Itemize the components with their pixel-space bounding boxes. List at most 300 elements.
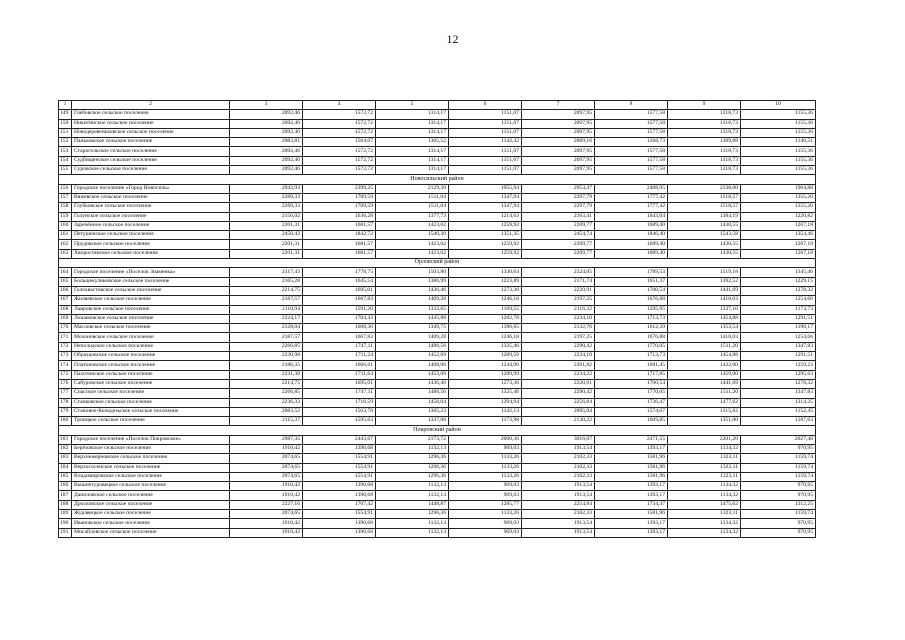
value-cell: 2214,75 xyxy=(230,379,303,388)
row-number-cell: 174 xyxy=(59,361,72,370)
value-cell: 1608,30 xyxy=(303,324,376,333)
value-cell: 3016,07 xyxy=(522,435,595,444)
value-cell: 2201,20 xyxy=(668,435,741,444)
value-cell: 2102,33 xyxy=(522,510,595,519)
value-cell: 1436,46 xyxy=(376,286,449,295)
value-cell: 1259,23 xyxy=(741,361,816,370)
settlement-name-cell: Судбищенское сельское поселение xyxy=(72,156,230,165)
value-cell: 1409,28 xyxy=(376,296,449,305)
table-row xyxy=(59,333,816,342)
value-cell: 1423,02 xyxy=(376,240,449,249)
value-cell: 1151,07 xyxy=(449,147,522,156)
value-cell: 1332,65 xyxy=(376,305,449,314)
value-cell: 2234,22 xyxy=(522,370,595,379)
value-cell: 2097,95 xyxy=(522,119,595,128)
row-number-cell: 164 xyxy=(59,268,72,277)
value-cell: 1318,73 xyxy=(668,156,741,165)
settlement-name-cell: Верхососенское сельское поселение xyxy=(72,463,230,472)
settlement-name-cell: Глебовское сельское поселение xyxy=(72,110,230,119)
value-cell: 1223,89 xyxy=(449,277,522,286)
header-cell: 4 xyxy=(303,101,376,110)
settlement-name-cell: Владимировское сельское поселение xyxy=(72,472,230,481)
value-cell: 2266,85 xyxy=(230,389,303,398)
value-cell: 2187,57 xyxy=(230,296,303,305)
value-cell: 1267,18 xyxy=(741,221,816,230)
table-row xyxy=(59,398,816,407)
value-cell: 1305,52 xyxy=(376,138,449,147)
value-cell: 1713,73 xyxy=(595,352,668,361)
value-cell: 1295,63 xyxy=(741,370,816,379)
value-cell: 2097,95 xyxy=(522,147,595,156)
value-cell: 1695,01 xyxy=(303,286,376,295)
table-row xyxy=(59,379,816,388)
table-row xyxy=(59,203,816,212)
value-cell: 2201,31 xyxy=(230,240,303,249)
table-row xyxy=(59,184,816,193)
value-cell: 1581,96 xyxy=(595,454,668,463)
value-cell: 1695,01 xyxy=(303,379,376,388)
value-cell: 1913,54 xyxy=(522,491,595,500)
table-row xyxy=(59,472,816,481)
value-cell: 1519,18 xyxy=(668,268,741,277)
value-cell: 1151,07 xyxy=(449,110,522,119)
settlement-name-cell: Мисайловское сельское поселение xyxy=(72,528,230,537)
value-cell: 1254,66 xyxy=(741,296,816,305)
value-cell: 2209,77 xyxy=(522,221,595,230)
value-cell: 1133,26 xyxy=(449,454,522,463)
table-row xyxy=(59,231,816,240)
value-cell: 1430,55 xyxy=(668,240,741,249)
value-cell: 1323,11 xyxy=(668,472,741,481)
value-cell: 1572,72 xyxy=(303,119,376,128)
value-cell: 1142,42 xyxy=(449,138,522,147)
value-cell: 1769,59 xyxy=(303,193,376,202)
row-number-cell: 184 xyxy=(59,463,72,472)
value-cell: 1554,91 xyxy=(303,454,376,463)
value-cell: 1572,72 xyxy=(303,156,376,165)
value-cell: 1347,83 xyxy=(741,389,816,398)
value-cell: 970,95 xyxy=(741,491,816,500)
value-cell: 1518,57 xyxy=(668,203,741,212)
value-cell: 1689,40 xyxy=(595,249,668,258)
settlement-name-cell: Паньковское сельское поселение xyxy=(72,138,230,147)
value-cell: 1581,96 xyxy=(595,472,668,481)
value-cell: 969,03 xyxy=(449,491,522,500)
table-row xyxy=(59,324,816,333)
value-cell: 1910,42 xyxy=(230,491,303,500)
value-cell: 1246,18 xyxy=(449,296,522,305)
row-number-cell: 180 xyxy=(59,417,72,426)
value-cell: 1134,32 xyxy=(668,444,741,453)
settlement-name-cell: Городское поселение «Поселок Покровское» xyxy=(72,435,230,444)
value-cell: 2317,43 xyxy=(230,268,303,277)
value-cell: 1296,36 xyxy=(376,454,449,463)
row-number-cell: 162 xyxy=(59,240,72,249)
value-cell: 1423,02 xyxy=(376,221,449,230)
value-cell: 1564,07 xyxy=(303,138,376,147)
value-cell: 1681,57 xyxy=(303,221,376,230)
value-cell: 1155,36 xyxy=(741,128,816,137)
value-cell: 2224,17 xyxy=(230,314,303,323)
table-row xyxy=(59,444,816,453)
value-cell: 1955,94 xyxy=(449,184,522,193)
value-cell: 1323,11 xyxy=(668,463,741,472)
value-cell: 1711,64 xyxy=(303,370,376,379)
row-number-cell: 149 xyxy=(59,110,72,119)
value-cell: 1681,45 xyxy=(595,361,668,370)
value-cell: 1423,02 xyxy=(376,249,449,258)
value-cell: 2289,33 xyxy=(230,193,303,202)
value-cell: 1151,07 xyxy=(449,119,522,128)
value-cell: 1390,68 xyxy=(303,482,376,491)
value-cell: 2186,35 xyxy=(230,361,303,370)
value-cell: 1736,47 xyxy=(595,398,668,407)
value-cell: 1289,59 xyxy=(449,352,522,361)
header-cell: 6 xyxy=(449,101,522,110)
table-row xyxy=(59,454,816,463)
value-cell: 2092,46 xyxy=(230,128,303,137)
value-cell: 1454,88 xyxy=(668,352,741,361)
row-number-cell: 152 xyxy=(59,138,72,147)
value-cell: 1254,66 xyxy=(741,333,816,342)
value-cell: 1132,13 xyxy=(376,444,449,453)
value-cell: 1318,73 xyxy=(668,119,741,128)
settlement-name-cell: Городское поселение «Поселок Знаменка» xyxy=(72,268,230,277)
value-cell: 1315,82 xyxy=(668,407,741,416)
value-cell: 1595,95 xyxy=(595,305,668,314)
value-cell: 1314,17 xyxy=(376,128,449,137)
value-cell: 969,03 xyxy=(449,444,522,453)
value-cell: 1910,42 xyxy=(230,528,303,537)
value-cell: 1441,69 xyxy=(668,286,741,295)
value-cell: 2230,98 xyxy=(230,352,303,361)
table-row xyxy=(59,482,816,491)
value-cell: 1273,36 xyxy=(449,379,522,388)
value-cell: 1568,73 xyxy=(595,138,668,147)
value-cell: 2171,74 xyxy=(522,277,595,286)
value-cell: 1155,36 xyxy=(741,119,816,128)
value-cell: 1454,88 xyxy=(668,314,741,323)
section-title: Покровский район xyxy=(59,426,816,435)
value-cell: 1152,45 xyxy=(741,407,816,416)
row-number-cell: 176 xyxy=(59,379,72,388)
value-cell: 1612,39 xyxy=(595,324,668,333)
value-cell: 1390,68 xyxy=(303,519,376,528)
value-cell: 1666,61 xyxy=(303,361,376,370)
value-cell: 1296,36 xyxy=(376,472,449,481)
value-cell: 1408,06 xyxy=(376,361,449,370)
value-cell: 1689,40 xyxy=(595,240,668,249)
value-cell: 1540,30 xyxy=(376,231,449,240)
settlement-name-cell: Пахотинское сельское поселение xyxy=(72,370,230,379)
value-cell: 1581,96 xyxy=(595,463,668,472)
table-row xyxy=(59,296,816,305)
value-cell: 1747,11 xyxy=(303,389,376,398)
value-cell: 1345,46 xyxy=(741,268,816,277)
value-cell: 1278,32 xyxy=(741,379,816,388)
value-cell: 1574,67 xyxy=(595,407,668,416)
value-cell: 1577,58 xyxy=(595,147,668,156)
table-row xyxy=(59,119,816,128)
value-cell: 1142,13 xyxy=(449,407,522,416)
settlement-name-cell: Петушенское сельское поселение xyxy=(72,231,230,240)
value-cell: 1591,20 xyxy=(303,305,376,314)
value-cell: 1259,92 xyxy=(449,221,522,230)
value-cell: 2220,91 xyxy=(522,286,595,295)
value-cell: 1312,25 xyxy=(741,500,816,509)
row-number-cell: 173 xyxy=(59,352,72,361)
value-cell: 1554,91 xyxy=(303,472,376,481)
value-cell: 1777,42 xyxy=(595,193,668,202)
value-cell: 2953,47 xyxy=(522,184,595,193)
settlement-name-cell: Журавецкое сельское поселение xyxy=(72,510,230,519)
settlement-name-cell: Ивановское сельское поселение xyxy=(72,519,230,528)
value-cell: 1155,36 xyxy=(741,110,816,119)
value-cell: 2115,37 xyxy=(230,417,303,426)
value-cell: 970,95 xyxy=(741,528,816,537)
value-cell: 2083,52 xyxy=(230,407,303,416)
row-number-cell: 156 xyxy=(59,184,72,193)
value-cell: 1577,58 xyxy=(595,119,668,128)
value-cell: 2289,33 xyxy=(230,203,303,212)
value-cell: 1159,74 xyxy=(741,510,816,519)
value-cell: 1132,13 xyxy=(376,528,449,537)
value-cell: 2095,04 xyxy=(522,407,595,416)
value-cell: 1609,85 xyxy=(595,417,668,426)
value-cell: 1318,73 xyxy=(668,110,741,119)
row-number-cell: 163 xyxy=(59,249,72,258)
value-cell: 1689,40 xyxy=(595,221,668,230)
value-cell: 1330,64 xyxy=(449,268,522,277)
row-number-cell: 169 xyxy=(59,314,72,323)
value-cell: 1351,35 xyxy=(449,231,522,240)
value-cell: 1282,78 xyxy=(449,314,522,323)
value-cell: 1392,52 xyxy=(668,277,741,286)
value-cell: 969,03 xyxy=(449,482,522,491)
value-cell: 1134,32 xyxy=(668,491,741,500)
value-cell: 2254,84 xyxy=(522,500,595,509)
value-cell: 1273,36 xyxy=(449,286,522,295)
table-row xyxy=(59,491,816,500)
value-cell: 1246,18 xyxy=(449,333,522,342)
value-cell: 1393,17 xyxy=(595,482,668,491)
value-cell: 1563,78 xyxy=(303,407,376,416)
settlement-name-cell: Суровское сельское поселение xyxy=(72,166,230,175)
row-number-cell: 150 xyxy=(59,119,72,128)
value-cell: 1289,99 xyxy=(449,370,522,379)
value-cell: 1377,73 xyxy=(376,212,449,221)
value-cell: 1314,17 xyxy=(376,156,449,165)
value-cell: 1409,28 xyxy=(376,333,449,342)
row-number-cell: 175 xyxy=(59,370,72,379)
value-cell: 1159,74 xyxy=(741,454,816,463)
value-cell: 1133,26 xyxy=(449,510,522,519)
value-cell: 1769,59 xyxy=(303,203,376,212)
value-cell: 970,95 xyxy=(741,444,816,453)
table-row xyxy=(59,138,816,147)
value-cell: 2231,38 xyxy=(230,370,303,379)
value-cell: 2129,30 xyxy=(376,184,449,193)
value-cell: 1913,54 xyxy=(522,519,595,528)
value-cell: 1151,07 xyxy=(449,128,522,137)
value-cell: 2102,33 xyxy=(522,472,595,481)
tariff-table xyxy=(58,100,816,538)
settlement-name-cell: Лавровское сельское поселение xyxy=(72,305,230,314)
row-number-cell: 155 xyxy=(59,166,72,175)
header-cell: 3 xyxy=(230,101,303,110)
value-cell: 1595,63 xyxy=(303,417,376,426)
section-row xyxy=(59,175,816,184)
value-cell: 1151,07 xyxy=(449,156,522,165)
value-cell: 970,95 xyxy=(741,519,816,528)
value-cell: 1477,62 xyxy=(668,398,741,407)
header-cell: 9 xyxy=(668,101,741,110)
value-cell: 2471,55 xyxy=(595,435,668,444)
value-cell: 1448,87 xyxy=(376,500,449,509)
table-row xyxy=(59,528,816,537)
value-cell: 1418,03 xyxy=(668,296,741,305)
table-row xyxy=(59,212,816,221)
value-cell: 1778,75 xyxy=(303,268,376,277)
settlement-name-cell: Масловское сельское поселение xyxy=(72,324,230,333)
settlement-name-cell: Голунское сельское поселение xyxy=(72,212,230,221)
row-number-cell: 166 xyxy=(59,286,72,295)
row-number-cell: 168 xyxy=(59,305,72,314)
value-cell: 1452,69 xyxy=(376,352,449,361)
section-row xyxy=(59,259,816,268)
value-cell: 1386,99 xyxy=(376,277,449,286)
table-row xyxy=(59,519,816,528)
value-cell: 1393,17 xyxy=(595,491,668,500)
value-cell: 2132,76 xyxy=(522,324,595,333)
row-number-cell: 186 xyxy=(59,482,72,491)
value-cell: 2297,79 xyxy=(522,193,595,202)
value-cell: 1734,47 xyxy=(595,500,668,509)
settlement-name-cell: Берёзовское сельское поселение xyxy=(72,444,230,453)
value-cell: 1430,55 xyxy=(668,249,741,258)
value-cell: 2097,95 xyxy=(522,128,595,137)
value-cell: 1681,57 xyxy=(303,240,376,249)
value-cell: 1384,19 xyxy=(668,212,741,221)
value-cell: 1318,73 xyxy=(668,166,741,175)
header-cell: 2 xyxy=(72,101,230,110)
value-cell: 2156,02 xyxy=(230,212,303,221)
settlement-name-cell: Троицкое сельское поселение xyxy=(72,417,230,426)
value-cell: 2324,05 xyxy=(522,268,595,277)
value-cell: 1577,58 xyxy=(595,166,668,175)
value-cell: 1390,68 xyxy=(303,528,376,537)
value-cell: 1355,20 xyxy=(741,193,816,202)
row-number-cell: 187 xyxy=(59,491,72,500)
value-cell: 2102,33 xyxy=(522,463,595,472)
value-cell: 2173,72 xyxy=(376,435,449,444)
settlement-name-cell: Мохоновское сельское поселение xyxy=(72,333,230,342)
value-cell: 1503,80 xyxy=(376,268,449,277)
row-number-cell: 159 xyxy=(59,212,72,221)
row-number-cell: 161 xyxy=(59,231,72,240)
value-cell: 1347,94 xyxy=(449,203,522,212)
page-number: 12 xyxy=(446,32,459,46)
settlement-name-cell: Прудовское сельское поселение xyxy=(72,240,230,249)
value-cell: 1846,40 xyxy=(595,231,668,240)
value-cell: 2116,32 xyxy=(522,305,595,314)
table-row xyxy=(59,166,816,175)
value-cell: 2209,77 xyxy=(522,240,595,249)
value-cell: 1913,54 xyxy=(522,444,595,453)
value-cell: 2074,65 xyxy=(230,454,303,463)
value-cell: 1220,82 xyxy=(741,212,816,221)
value-cell: 2165,28 xyxy=(230,277,303,286)
row-number-cell: 183 xyxy=(59,454,72,463)
table-row xyxy=(59,156,816,165)
settlement-name-cell: Неполодское сельское поселение xyxy=(72,342,230,351)
row-number-cell: 182 xyxy=(59,444,72,453)
value-cell: 1488,56 xyxy=(376,389,449,398)
row-number-cell: 157 xyxy=(59,193,72,202)
value-cell: 1964,88 xyxy=(741,184,816,193)
settlement-name-cell: Становое-Колодезьское сельское поселение xyxy=(72,407,230,416)
row-number-cell: 158 xyxy=(59,203,72,212)
row-number-cell: 153 xyxy=(59,147,72,156)
value-cell: 1190,17 xyxy=(741,324,816,333)
value-cell: 1747,11 xyxy=(303,342,376,351)
value-cell: 1475,62 xyxy=(668,500,741,509)
settlement-name-cell: Никитинское сельское поселение xyxy=(72,119,230,128)
value-cell: 2201,31 xyxy=(230,249,303,258)
value-cell: 2197,25 xyxy=(522,296,595,305)
header-cell: 8 xyxy=(595,101,668,110)
value-cell: 1393,17 xyxy=(595,444,668,453)
value-cell: 1910,42 xyxy=(230,444,303,453)
value-cell: 1347,83 xyxy=(741,342,816,351)
value-cell: 2443,67 xyxy=(303,435,376,444)
value-cell: 1577,58 xyxy=(595,156,668,165)
table-row xyxy=(59,193,816,202)
table-row xyxy=(59,352,816,361)
value-cell: 1155,36 xyxy=(741,147,816,156)
value-cell: 1667,83 xyxy=(303,333,376,342)
value-cell: 2092,46 xyxy=(230,166,303,175)
settlement-name-cell: Лошаковское сельское поселение xyxy=(72,314,230,323)
settlement-name-cell: Станковское сельское поселение xyxy=(72,398,230,407)
value-cell: 1347,94 xyxy=(449,193,522,202)
table-row xyxy=(59,361,816,370)
value-cell: 1325,46 xyxy=(449,342,522,351)
row-number-cell: 190 xyxy=(59,519,72,528)
value-cell: 1511,20 xyxy=(668,342,741,351)
header-cell: 5 xyxy=(376,101,449,110)
value-cell: 1717,85 xyxy=(595,370,668,379)
value-cell: 2399,25 xyxy=(303,184,376,193)
value-cell: 1716,59 xyxy=(303,398,376,407)
table-row xyxy=(59,314,816,323)
value-cell: 1422,60 xyxy=(668,361,741,370)
value-cell: 1173,73 xyxy=(741,305,816,314)
value-cell: 1337,08 xyxy=(376,417,449,426)
value-cell: 1572,72 xyxy=(303,166,376,175)
settlement-name-cell: Платоновское сельское поселение xyxy=(72,361,230,370)
value-cell: 1278,32 xyxy=(741,286,816,295)
value-cell: 1214,63 xyxy=(449,212,522,221)
row-number-cell: 188 xyxy=(59,500,72,509)
settlement-name-cell: Заречённое сельское поселение xyxy=(72,221,230,230)
settlement-name-cell: Верхнежерновское сельское поселение xyxy=(72,454,230,463)
value-cell: 2083,81 xyxy=(230,138,303,147)
value-cell: 1259,92 xyxy=(449,240,522,249)
value-cell: 2450,43 xyxy=(230,231,303,240)
value-cell: 1267,18 xyxy=(741,240,816,249)
value-cell: 2454,74 xyxy=(522,231,595,240)
